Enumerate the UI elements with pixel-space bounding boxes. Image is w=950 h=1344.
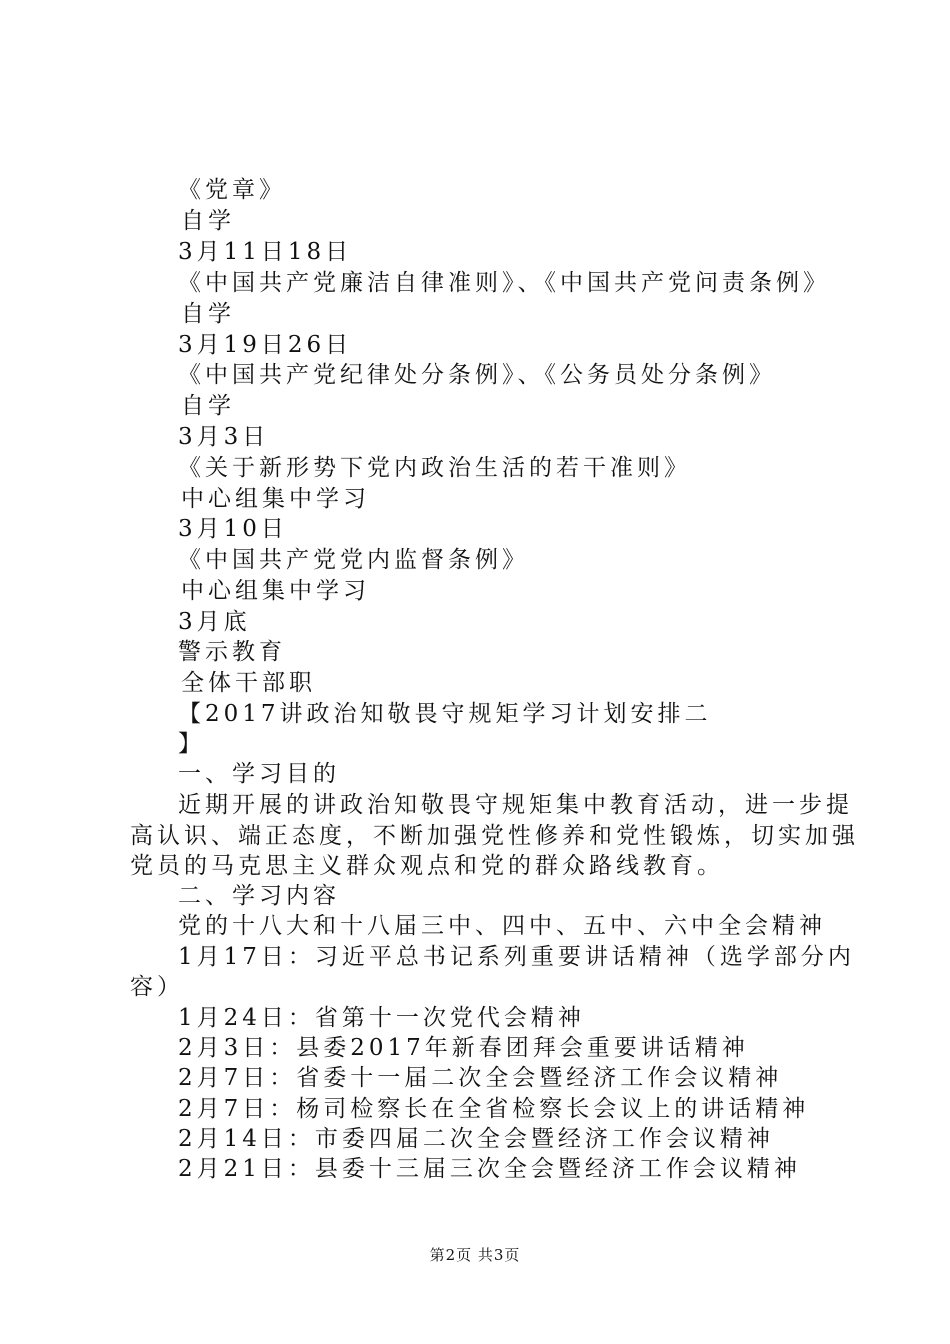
paragraph-line: 高认识、端正态度，不断加强党性修养和党性锻炼，切实加强	[130, 823, 859, 849]
text-line: 《中国共产党廉洁自律准则》、《中国共产党问责条例》	[178, 270, 830, 296]
schedule-item: 1月24日：省第十一次党代会精神	[178, 1005, 585, 1031]
text-line: 3月10日	[178, 516, 288, 542]
text-line: 全体干部职	[181, 670, 316, 696]
text-line: 《中国共产党纪律处分条例》、《公务员处分条例》	[178, 362, 776, 388]
page-footer: 第2页 共3页	[429, 1246, 521, 1264]
paragraph-line: 党的十八大和十八届三中、四中、五中、六中全会精神	[178, 913, 826, 939]
paragraph-line: 党员的马克思主义群众观点和党的群众路线教育。	[130, 853, 724, 879]
text-line: 3月3日	[178, 424, 270, 450]
schedule-item: 2月21日：县委十三届三次全会暨经济工作会议精神	[178, 1156, 801, 1182]
text-line: 中心组集中学习	[181, 486, 370, 512]
schedule-item: 2月3日：县委2017年新春团拜会重要讲话精神	[178, 1035, 749, 1061]
text-line: 《党章》	[178, 177, 286, 203]
section-heading-bracket: 】	[178, 731, 205, 757]
text-line: 3月19日26日	[178, 332, 353, 358]
schedule-item: 2月14日：市委四届二次全会暨经济工作会议精神	[178, 1126, 774, 1152]
text-line: 3月底	[178, 609, 251, 635]
text-line: 自学	[181, 393, 235, 419]
schedule-item: 2月7日：杨司检察长在全省检察长会议上的讲话精神	[178, 1096, 810, 1122]
text-line: 自学	[181, 301, 235, 327]
text-line: 警示教育	[178, 639, 286, 665]
paragraph-line: 容）	[130, 974, 184, 1000]
schedule-item: 2月7日：省委十一届二次全会暨经济工作会议精神	[178, 1065, 783, 1091]
paragraph-line: 近期开展的讲政治知敬畏守规矩集中教育活动，进一步提	[178, 792, 853, 818]
section-heading: 【2017讲政治知敬畏守规矩学习计划安排二	[178, 701, 712, 727]
heading-content: 二、学习内容	[178, 883, 340, 909]
text-line: 自学	[181, 208, 235, 234]
text-line: 《关于新形势下党内政治生活的若干准则》	[178, 455, 691, 481]
text-line: 中心组集中学习	[181, 578, 370, 604]
paragraph-line: 1月17日：习近平总书记系列重要讲话精神（选学部分内	[178, 944, 855, 970]
text-line: 3月11日18日	[178, 239, 353, 265]
heading-purpose: 一、学习目的	[178, 761, 340, 787]
text-line: 《中国共产党党内监督条例》	[178, 547, 529, 573]
